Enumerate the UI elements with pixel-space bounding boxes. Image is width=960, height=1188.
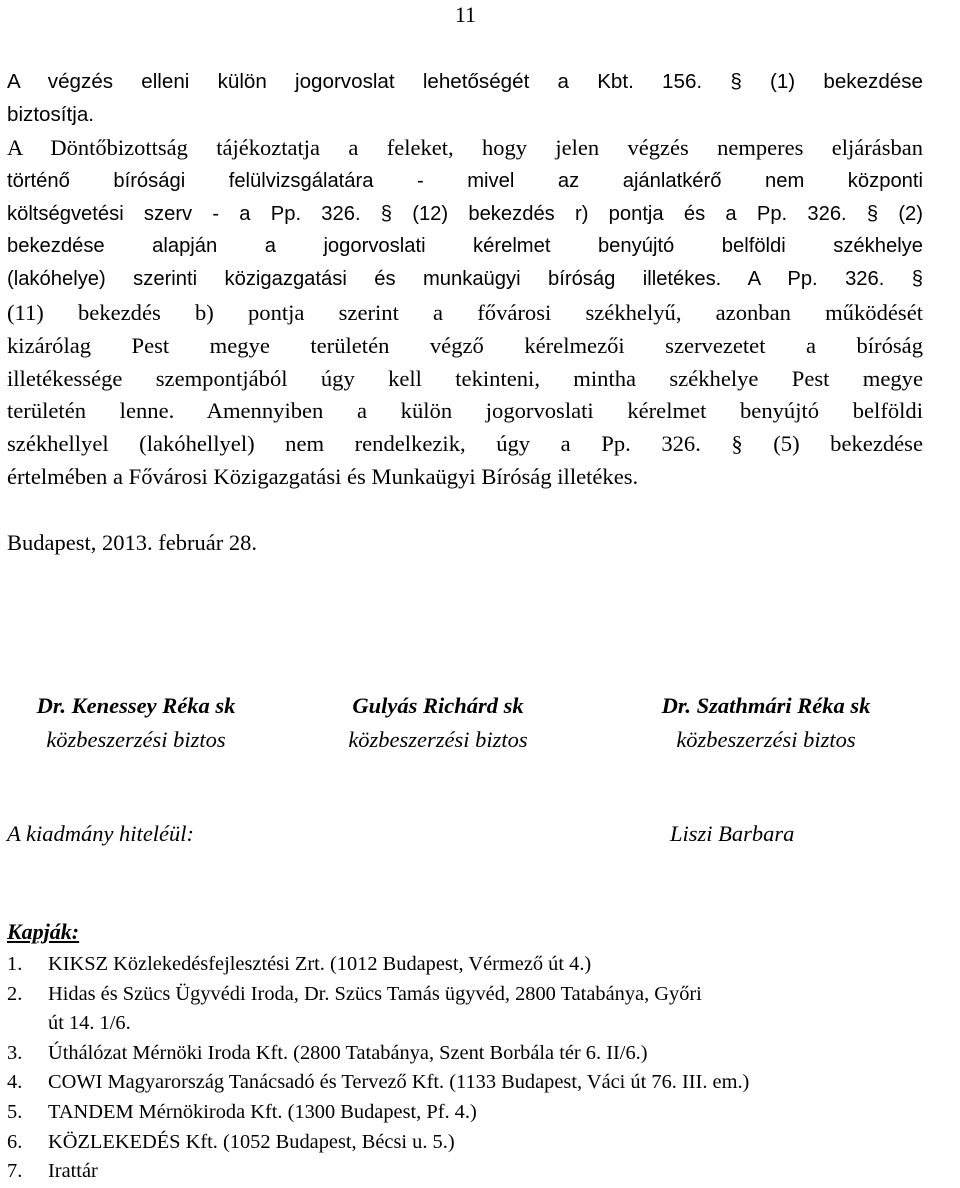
list-item-number: 1. — [7, 953, 23, 975]
list-item-number: 3. — [7, 1041, 23, 1064]
list-item-number: 6. — [7, 1130, 23, 1153]
signatory-role: közbeszerzési biztos — [676, 727, 856, 752]
paragraph-court-info-continued — [7, 297, 923, 494]
list-item — [7, 980, 947, 1039]
attestation-name: Liszi Barbara — [670, 821, 795, 846]
paragraph-line: költségvetési szerv - a Pp. 326. § (12) bekezdés r) pontja és a Pp. 326. § (2) — [7, 202, 923, 225]
paragraph-line: területén lenne. Amennyiben a külön jogorvoslati kérelmet benyújtó belföldi — [7, 398, 923, 424]
recipients-list — [7, 950, 947, 1187]
list-item-text: Irattár — [48, 1160, 98, 1183]
list-item-number: 5. — [7, 1100, 23, 1123]
paragraph-line: székhellyel (lakóhellyel) nem rendelkezik, úgy a Pp. 326. § (5) bekezdése — [7, 431, 923, 457]
signatory-3 — [628, 689, 904, 757]
list-item-number: 7. — [7, 1160, 23, 1183]
paragraph-line: biztosítja. — [7, 102, 94, 126]
paragraph-line: történő bírósági felülvizsgálatára - mivel az ajánlatkérő nem központi — [7, 170, 923, 192]
paragraph-line: kizárólag Pest megye területén végző kérelmezői szervezetet a bíróság — [7, 332, 923, 358]
list-item-text: KIKSZ Közlekedésfejlesztési Zrt. (1012 Budapest, Vérmező út 4.) — [48, 953, 592, 975]
paragraph-line: illetékessége szempontjából úgy kell tekinteni, mintha székhelye Pest megye — [7, 365, 923, 391]
list-item — [7, 1128, 947, 1158]
list-item-text: COWI Magyarország Tanácsadó és Tervező Kft. (1133 Budapest, Váci út 76. III. em.) — [48, 1071, 750, 1094]
list-item-number: 2. — [7, 982, 23, 1005]
signatory-name: Gulyás Richárd sk — [352, 693, 524, 718]
paragraph-line: (lakóhelye) szerinti közigazgatási és munkaügyi bíróság illetékes. A Pp. 326. § — [7, 267, 923, 290]
paragraph-court-info — [7, 165, 923, 295]
list-item — [7, 1098, 947, 1128]
paragraph-line: (11) bekezdés b) pontja szerint a fővárosi székhelyű, azonban működését — [7, 300, 923, 325]
page-number: 11 — [454, 2, 476, 27]
signatory-1 — [0, 689, 272, 757]
list-item-text: Úthálózat Mérnöki Iroda Kft. (2800 Tatabánya, Szent Borbála tér 6. II/6.) — [48, 1041, 648, 1064]
signatory-role: közbeszerzési biztos — [348, 727, 528, 752]
list-item-text: TANDEM Mérnökiroda Kft. (1300 Budapest, Pf. 4.) — [48, 1100, 477, 1123]
document-date: Budapest, 2013. február 28. — [7, 530, 257, 555]
attestation-label: A kiadmány hiteléül: — [7, 821, 195, 846]
signatory-2 — [310, 689, 566, 757]
paragraph-line: értelmében a Fővárosi Közigazgatási és Munkaügyi Bíróság illetékes. — [7, 463, 639, 489]
recipients-heading: Kapják: — [7, 919, 80, 944]
list-item — [7, 1068, 947, 1098]
paragraph-line: bekezdése alapján a jogorvoslati kérelmet benyújtó belföldi székhelye — [7, 235, 923, 258]
paragraph-remedy-notice — [7, 66, 923, 131]
signatory-role: közbeszerzési biztos — [46, 727, 226, 752]
list-item-text: Hidas és Szücs Ügyvédi Iroda, Dr. Szücs Tamás ügyvéd, 2800 Tatabánya, Győri — [48, 982, 702, 1005]
list-item-number: 4. — [7, 1071, 23, 1094]
list-item — [7, 950, 947, 980]
paragraph-line: A végzés elleni külön jogorvoslat lehetőségét a Kbt. 156. § (1) bekezdése — [7, 70, 923, 93]
paragraph-court-info-first-line: A Döntőbizottság tájékoztatja a feleket, hogy jelen végzés nemperes eljárásban — [7, 135, 923, 160]
signatory-name: Dr. Szathmári Réka sk — [661, 693, 871, 718]
list-item — [7, 1157, 947, 1187]
list-item — [7, 1039, 947, 1069]
list-item-text: KÖZLEKEDÉS Kft. (1052 Budapest, Bécsi u. 5.) — [48, 1130, 455, 1153]
signatory-name: Dr. Kenessey Réka sk — [36, 693, 236, 718]
list-item-continuation: út 14. 1/6. — [48, 1012, 131, 1035]
